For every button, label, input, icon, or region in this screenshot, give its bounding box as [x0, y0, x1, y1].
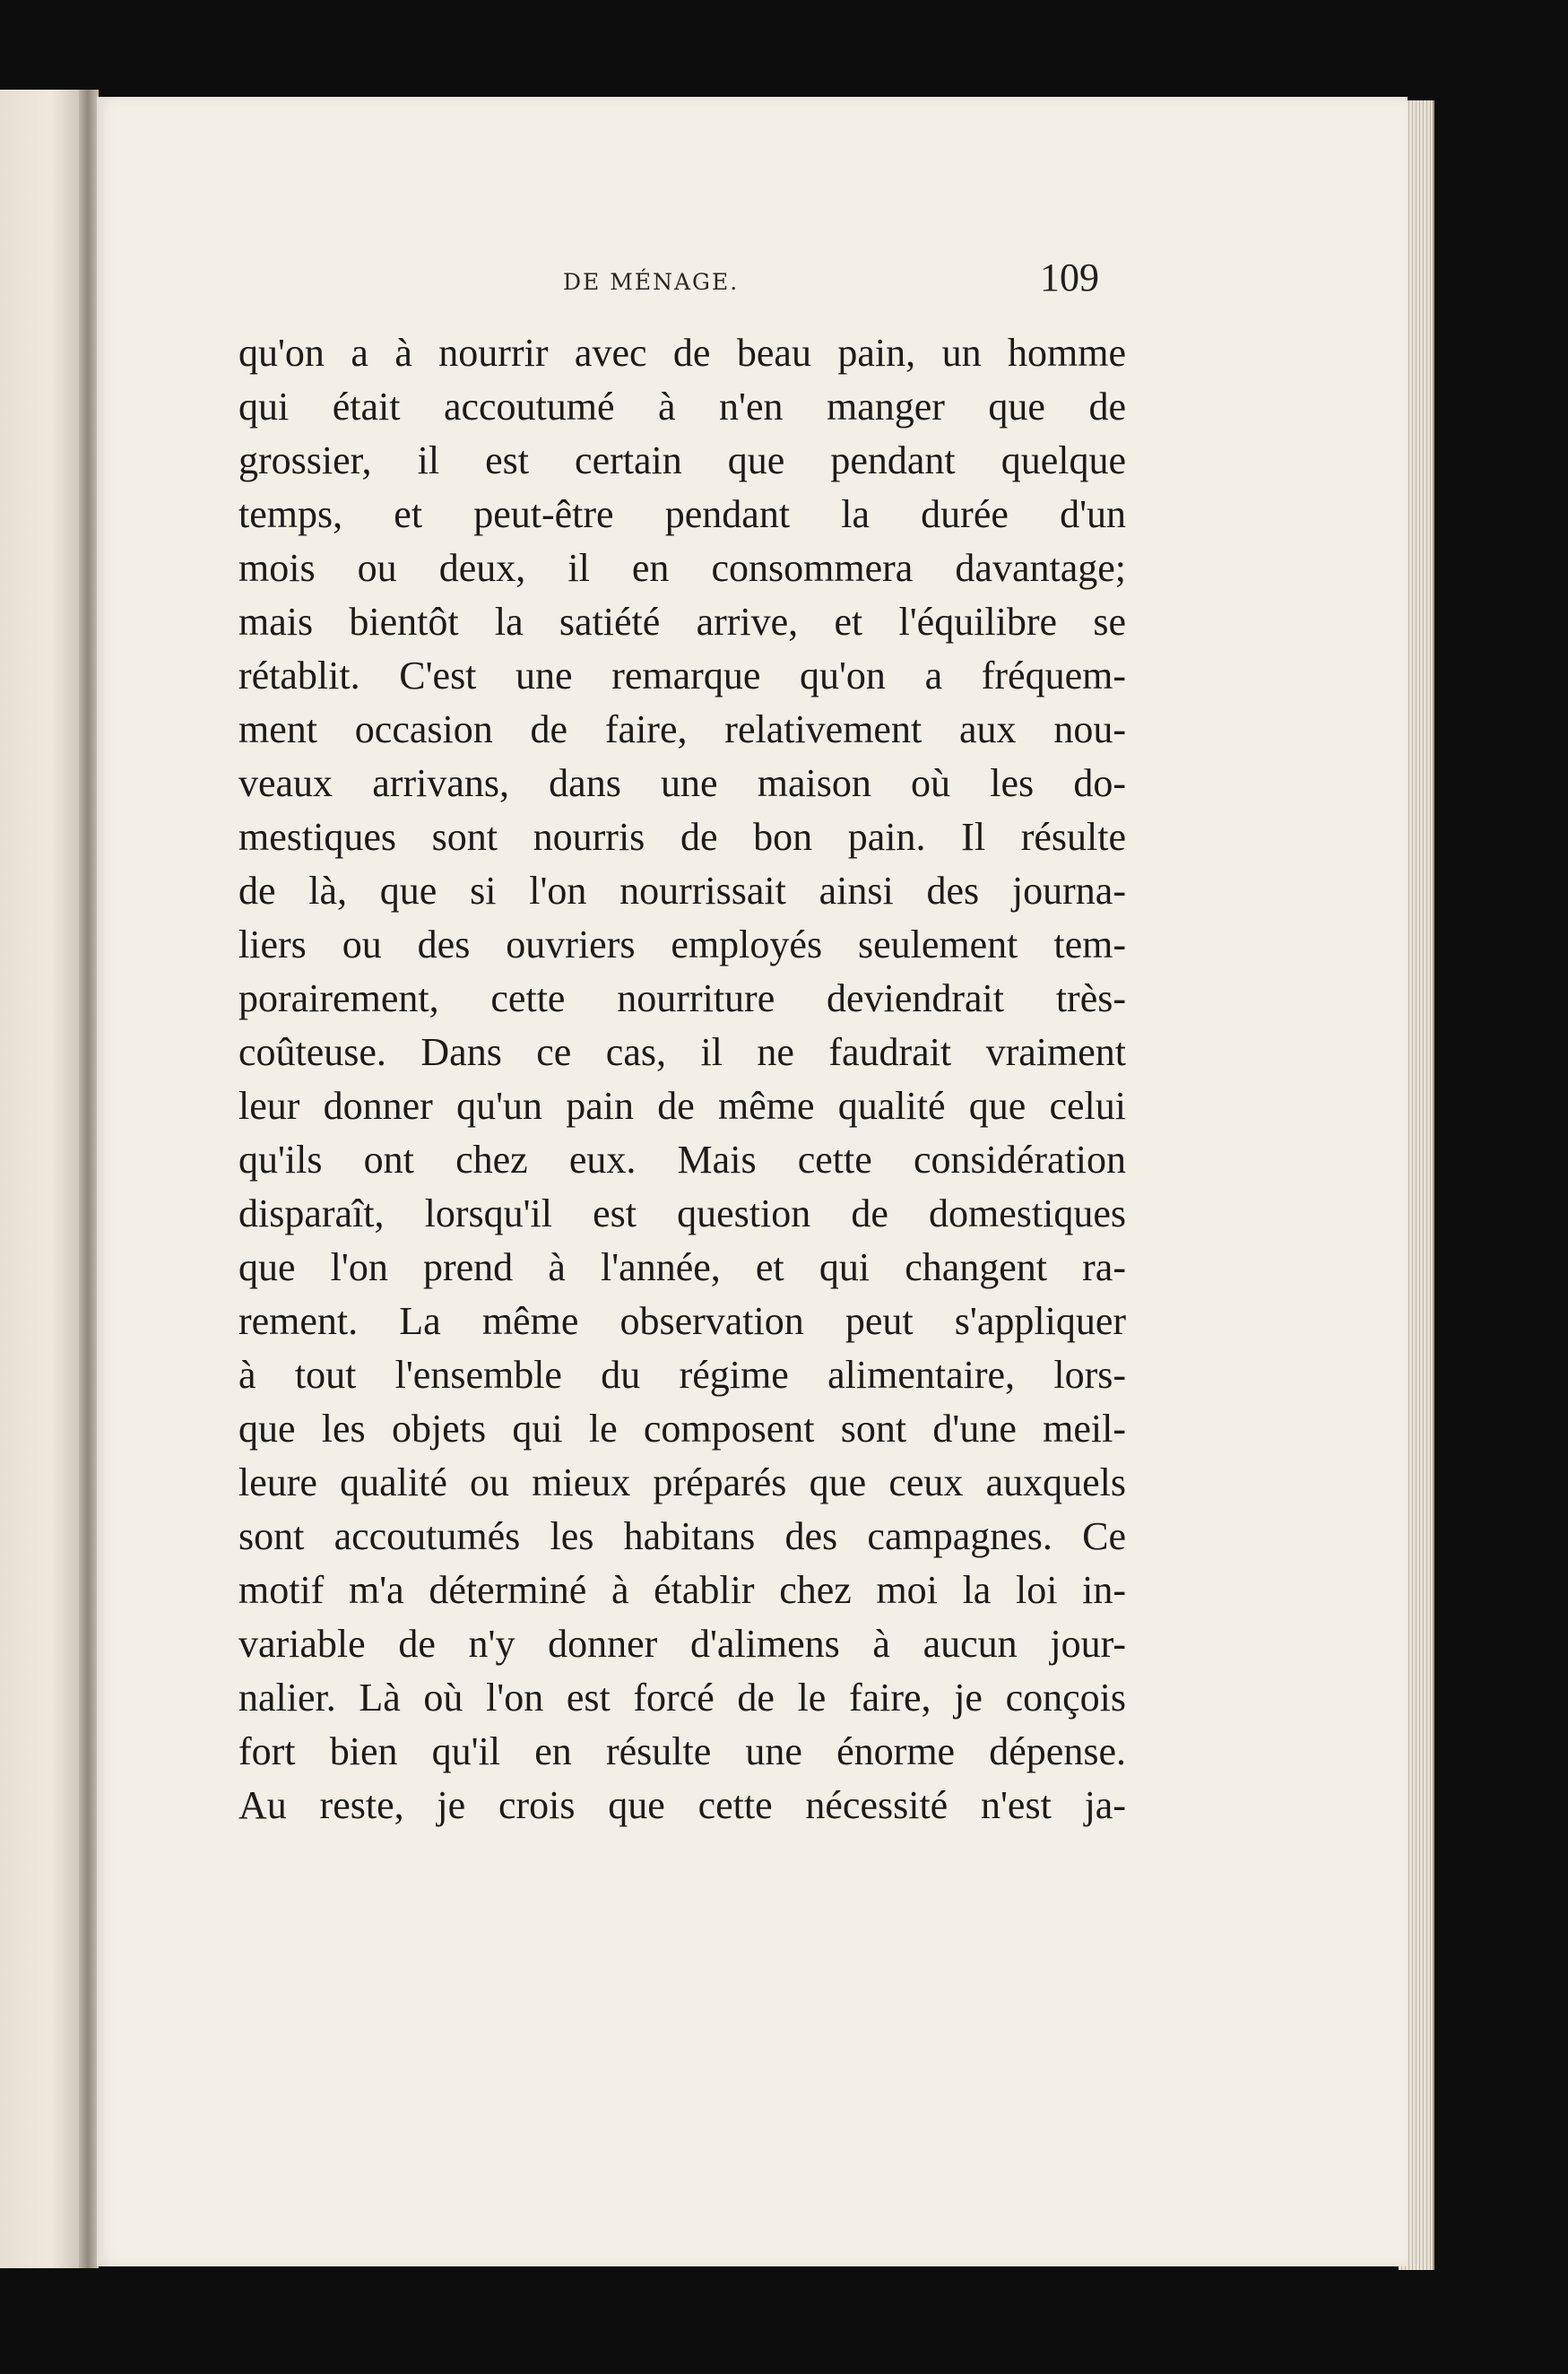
running-head: DE MÉNAGE. — [563, 269, 740, 295]
text-line: rement. La même observation peut s'appliquer — [238, 1299, 1126, 1343]
text-line: liers ou des ouvriers employés seulement tem- — [238, 923, 1126, 966]
text-line: grossier, il est certain que pendant quelque — [238, 438, 1126, 482]
text-line: veaux arrivans, dans une maison où les do- — [238, 761, 1126, 805]
text-line: ment occasion de faire, relativement aux nou- — [238, 707, 1126, 751]
text-line: que les objets qui le composent sont d'une meil- — [238, 1407, 1126, 1451]
text-line: nalier. Là où l'on est forcé de le faire, je conçois — [238, 1676, 1126, 1720]
text-line: porairement, cette nourriture deviendrait très- — [238, 976, 1126, 1020]
text-line: disparaît, lorsqu'il est question de domestiques — [238, 1191, 1126, 1235]
text-line: mois ou deux, il en consommera davantage; — [238, 546, 1126, 590]
text-line: de là, que si l'on nourrissait ainsi des journa- — [238, 869, 1126, 913]
text-line: variable de n'y donner d'alimens à aucun jour- — [238, 1622, 1126, 1666]
page-number: 109 — [1040, 256, 1099, 299]
text-line: qui était accoutumé à n'en manger que de — [238, 385, 1126, 429]
book-gutter — [79, 90, 99, 2268]
text-line: fort bien qu'il en résulte une énorme dépense. — [238, 1729, 1126, 1773]
text-line: coûteuse. Dans ce cas, il ne faudrait vraiment — [238, 1030, 1126, 1074]
text-line: que l'on prend à l'année, et qui changent ra- — [238, 1245, 1126, 1289]
text-line: à tout l'ensemble du régime alimentaire, lors- — [238, 1353, 1126, 1397]
text-line: motif m'a déterminé à établir chez moi la loi in- — [238, 1568, 1126, 1612]
text-line: Au reste, je crois que cette nécessité n'est ja- — [238, 1783, 1126, 1827]
text-line: sont accoutumés les habitans des campagnes. Ce — [238, 1514, 1126, 1558]
text-line: qu'ils ont chez eux. Mais cette considération — [238, 1138, 1126, 1182]
text-line: temps, et peut-être pendant la durée d'un — [238, 492, 1126, 536]
text-line: rétablit. C'est une remarque qu'on a fréquem- — [238, 654, 1126, 697]
text-line: leure qualité ou mieux préparés que ceux auxquels — [238, 1460, 1126, 1504]
facing-page-edge — [0, 90, 85, 2268]
text-line: mais bientôt la satiété arrive, et l'équilibre se — [238, 600, 1126, 644]
text-line: mestiques sont nourris de bon pain. Il résulte — [238, 815, 1126, 859]
text-line: qu'on a à nourrir avec de beau pain, un homme — [238, 331, 1126, 375]
text-line: leur donner qu'un pain de même qualité que celui — [238, 1084, 1126, 1128]
